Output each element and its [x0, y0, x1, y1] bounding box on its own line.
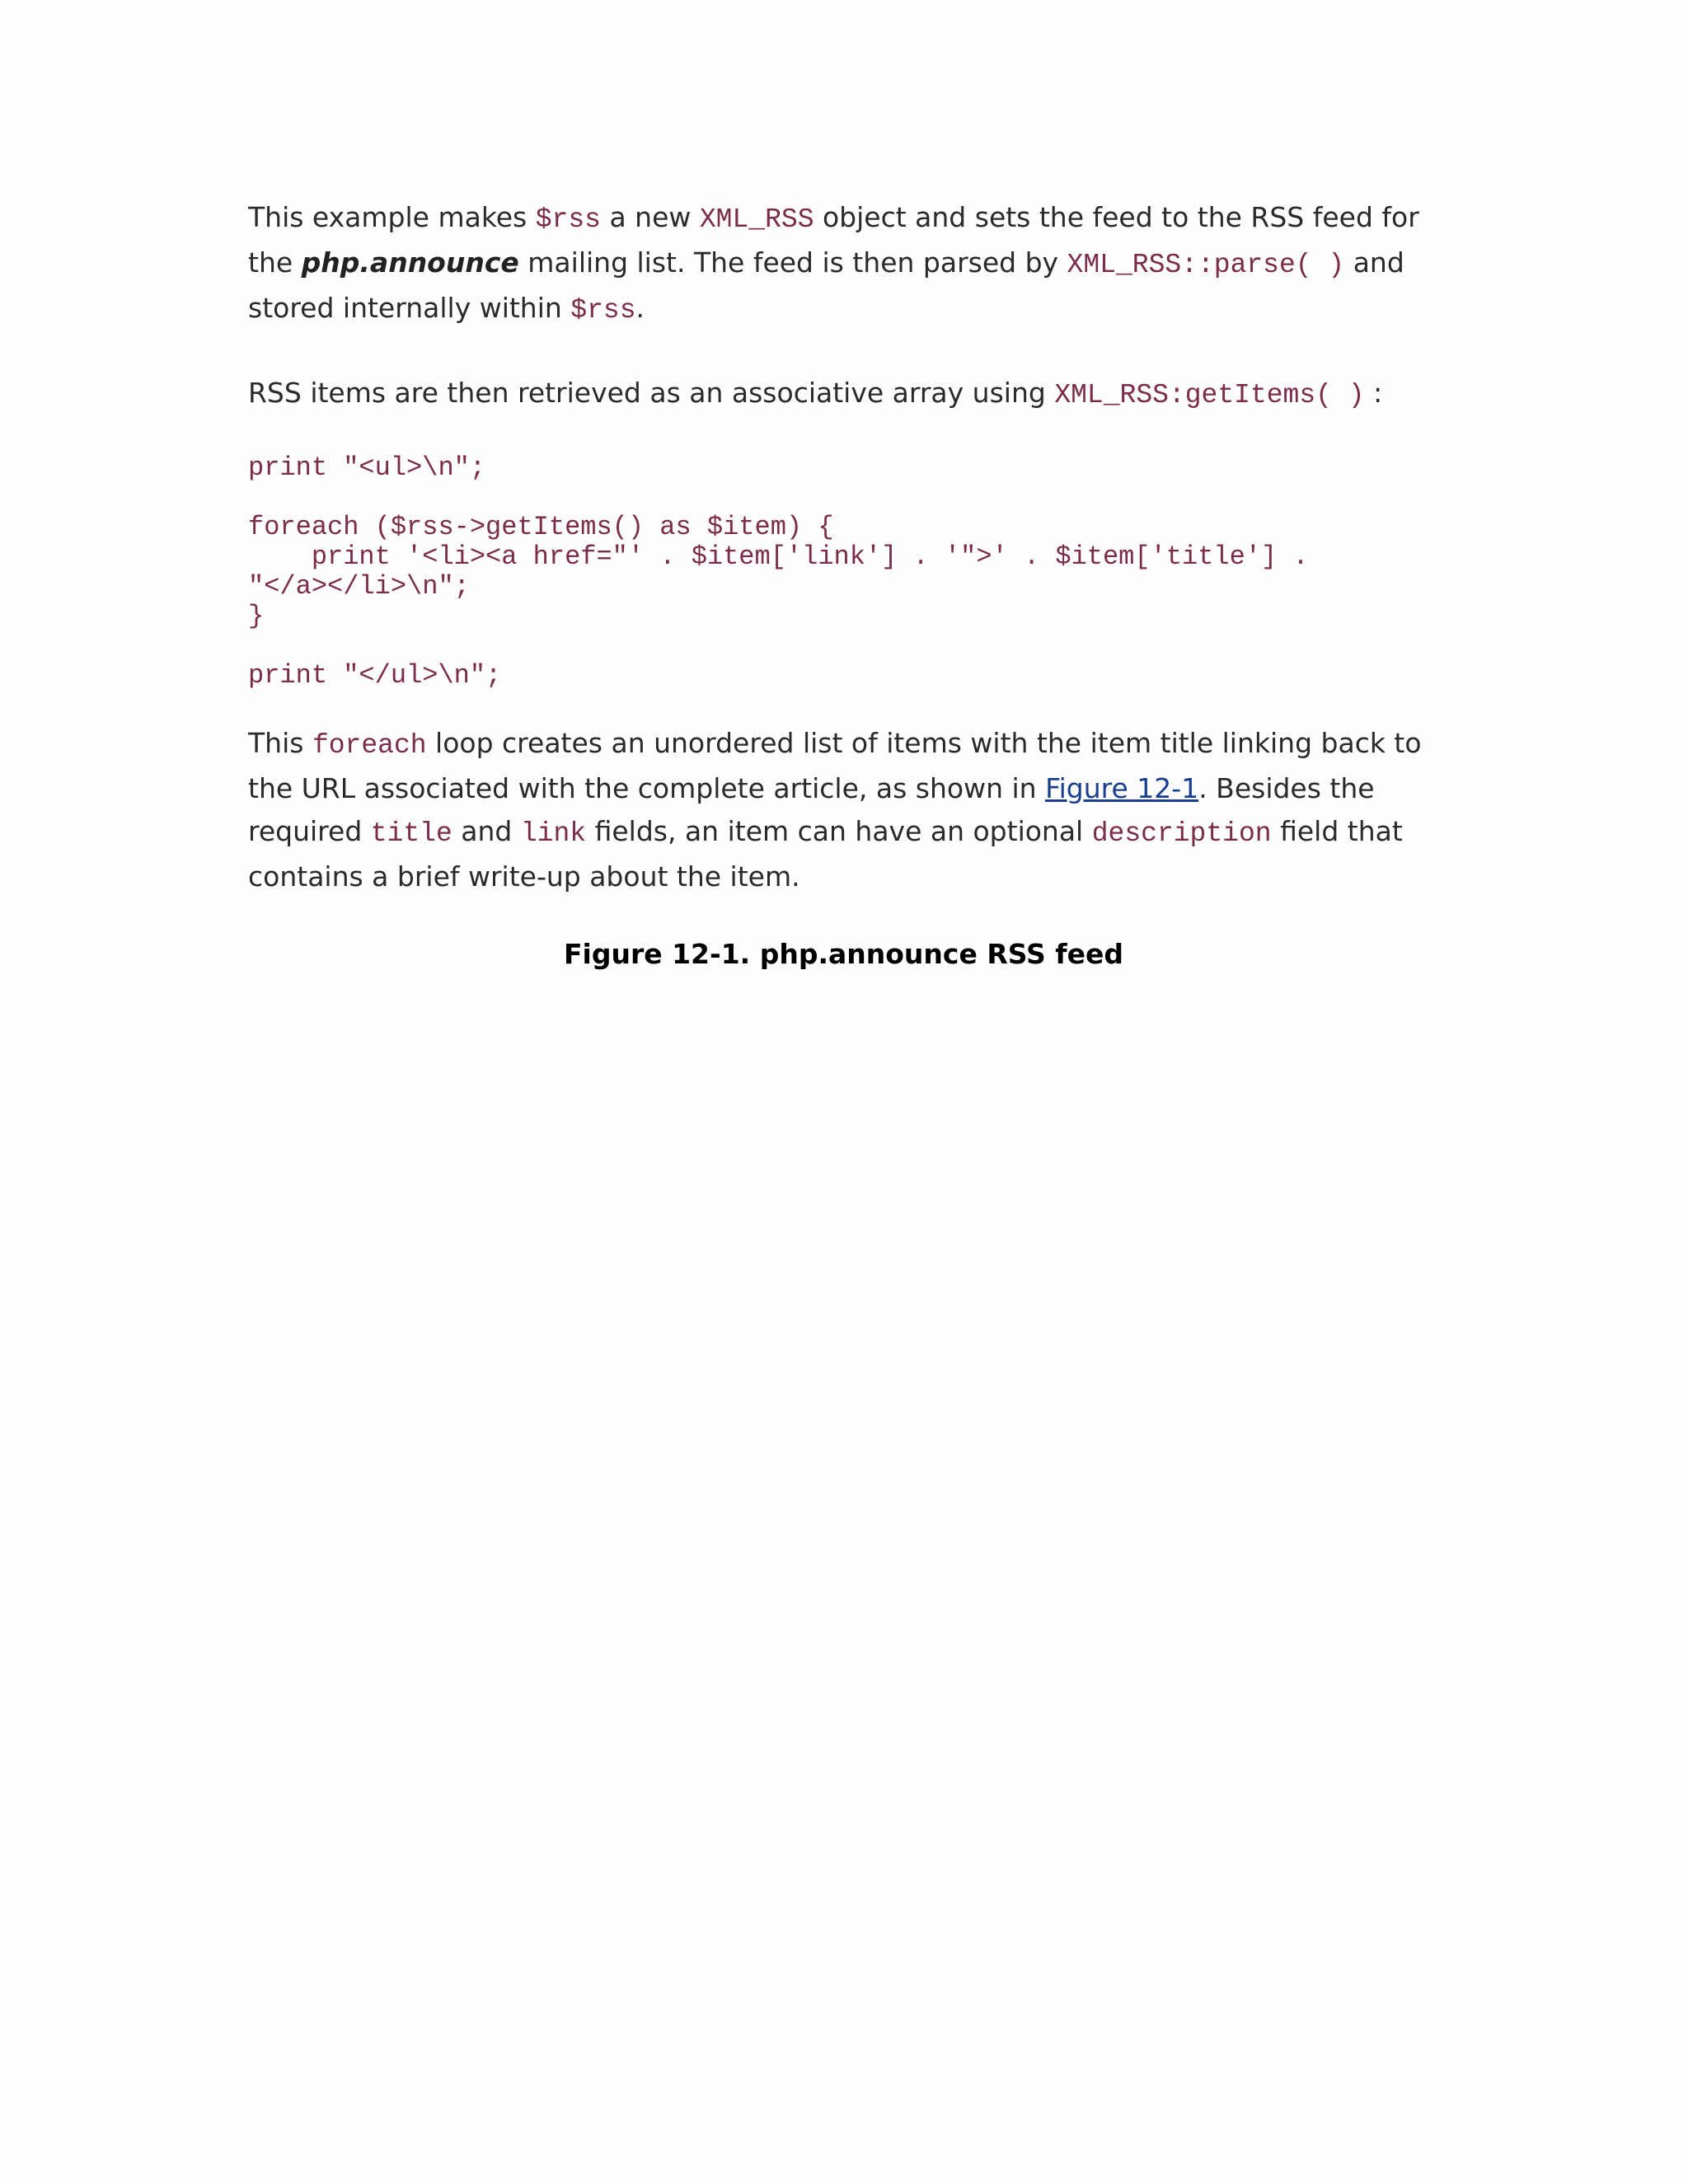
inline-code-xml-rss: XML_RSS: [699, 204, 814, 235]
text: object and sets the feed to the RSS feed for the: [248, 201, 1419, 279]
paragraph-foreach: [248, 722, 1451, 898]
inline-code-foreach: foreach: [312, 730, 427, 761]
code-line: }: [248, 601, 265, 631]
text: field that contains a brief write-up about the item.: [248, 815, 1403, 893]
text: loop creates an unordered list of items with the item title linking back to the URL associated with the complete article, as shown in: [248, 727, 1422, 804]
code-line: foreach ($rss->getItems() as $item) {: [248, 512, 834, 542]
inline-code-rss: $rss: [535, 204, 601, 235]
text: :: [1364, 377, 1383, 409]
text: .: [635, 292, 645, 324]
text: a new: [600, 201, 700, 233]
paragraph-get-items: [248, 372, 1451, 417]
inline-code-rss: $rss: [570, 295, 636, 326]
inline-code-title: title: [370, 818, 452, 849]
figure-caption: Figure 12-1. php.announce RSS feed: [563, 938, 1124, 970]
inline-code-parse: XML_RSS::parse( ): [1067, 250, 1345, 280]
text: fields, an item can have an optional: [586, 815, 1092, 847]
text: This: [248, 727, 312, 759]
code-blank-line: [248, 631, 1451, 661]
document-page: [248, 196, 1451, 976]
figure-link[interactable]: Figure 12-1: [1045, 772, 1199, 804]
code-line: print '<li><a href="' . $item['link'] . '">' . $item['title'] .: [248, 541, 1309, 572]
text: and: [452, 815, 521, 847]
text: This example makes: [248, 201, 536, 233]
paragraph-rss-object: [248, 196, 1451, 332]
text: and stored internally within: [248, 246, 1404, 324]
text: . Besides the required: [248, 772, 1375, 847]
code-blank-line: [248, 483, 1451, 513]
code-line: print "<ul>\n";: [248, 452, 486, 483]
code-line: "</a></li>\n";: [248, 571, 470, 602]
code-line: print "</ul>\n";: [248, 660, 502, 691]
inline-code-link: link: [520, 818, 587, 849]
code-block: [248, 453, 1451, 691]
text: mailing list. The feed is then parsed by: [518, 246, 1067, 279]
text: RSS items are then retrieved as an associative array using: [248, 377, 1055, 409]
inline-code-description: description: [1091, 818, 1272, 849]
emphasis-php-announce: php.announce: [301, 246, 519, 279]
inline-code-get-items: XML_RSS:getItems( ): [1054, 380, 1365, 410]
